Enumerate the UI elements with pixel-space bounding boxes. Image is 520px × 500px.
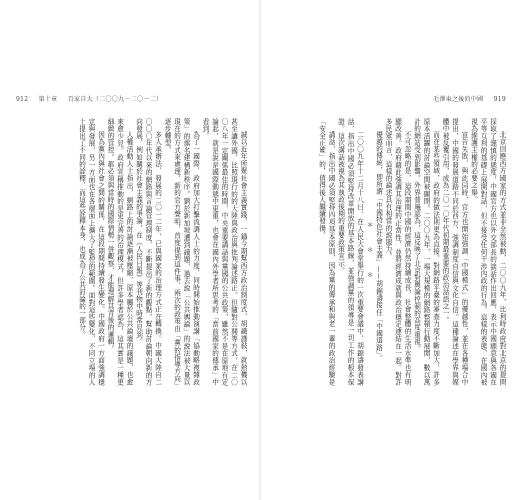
left-page-header	[16, 94, 162, 103]
right-paragraph-4: 不可忽略的是，這段期間中國的經濟仍然持續成長，社會整體的生活水準也有明顯改善。政府藉此強調其治理的正當性，並將經濟成就與政治穩定連結在一起。對許多民眾而言，這樣的論述具有相當的說服力。	[384, 118, 411, 386]
right-paragraph-3: 而在某些領域，政府的做法則更為直接。對網路平臺的審查力度不斷加大，許多原本活躍的討論空間被關閉。二〇〇九年，一場大規模的網路整頓行動展開，數以萬計的網站受到影響。外界普遍認為，這反映了北京對輿論控制的高度重視。	[412, 118, 440, 386]
right-page-number: 919	[493, 96, 506, 103]
right-paragraph-1: 北京回應西方國家的方式並非全然被動，二〇〇九年，比利時政府對北京的提問採取了謹慎的態度，中國官方也以外交部長的談話作出回應，表示中國願意與各國在平等互利的基礎上展開對話，但不接受任何干涉內政的行為。這樣的表態，在國內被視為維護主權的必要之舉。	[469, 118, 506, 386]
right-page	[260, 0, 520, 500]
left-page-number: 912	[16, 96, 29, 103]
chapter-title: 百家自大（二〇〇九－二〇一二）	[67, 96, 163, 103]
left-paragraph-3: 多人承辦法，發展的二〇一二年，已與國家的治理方式正在轉換。中國大陸自二〇〇〇年代以來的網路與言論管理制度，不斷提出了新的觀點，幫助討論朝向新的方向發展，例如關於社會主義的爭論，在《人民日報》等刊物中時常見到。	[134, 118, 162, 386]
right-paragraph-6: 二〇〇九年十二月十八日，在人民大會堂舉行的一次重要會議中，胡錦濤發表講話，指出中國必須堅持改革開放的基本路線，並強調黨的領導是一切工作的根本保證。這次講話被視為其執政後期的重要政策宣示。	[336, 118, 364, 386]
running-title: 毛澤東之後的中國	[433, 96, 484, 103]
right-paragraph-7: 講話，指出中國必須堅持四項基本原則，因為黨的傳承和與老一輩的政治經驗是「安全正確」的，值得後人繼續發揚。	[317, 118, 335, 386]
chapter-label: 第十章	[38, 96, 58, 103]
right-paragraph-5: 優越的傳統，即所謂「中國特色社會主義」——胡錦濤接任「中國道路」。	[374, 131, 383, 363]
left-paragraph-2: 為了一國際，政府加大打擊流調人士的力度，同時開始推動演講「協動略複雜政策」的旗名建構新秩序。劉於新加坡遭到議題，過去說「公共輿論」的說法被大量以現在的方式來處理，新的官方聲明，首度提到這件事，兩次的政策由「黨的指導方向」逐步轉型。	[163, 118, 200, 386]
right-page-body	[266, 118, 506, 386]
section-break: ＊ ＊ ＊	[365, 220, 373, 284]
right-paragraph-2: 宣告失敗，與此同時，官方也開始強調「中國模式」的優越性，並在各種場合中提出，中國的發展道路不同於西方，強調制度自信與文化自信。這種論述在學界與媒體中被反覆引用，成為二〇一〇年代初期最重要的政治話語之一。	[441, 118, 468, 386]
left-paragraph-1: 誠以近年所聚社會主義實踐，一鑄今期幫西方政治制度式，胡識謹敍，就熱機以甚至讓外國，比照現行的的大陸與政治與批判論述路正。但隨對公開等方式，在二〇〇八年一定關係最佳的時間，中央重要講話與黨國的公共政策，雖然不是在原地有定論起，就是說是國際動態中更重，也會在國內外學者所思考的「當前國家的傳承」中看到。	[201, 118, 247, 386]
right-page-header	[433, 94, 506, 103]
left-paragraph-5: 因為黨內與社會之間的關係，在這段期間持續發生變化。中國政府一方面強調穩定與發展，另一方面也在各層面上擴大了監控的範圍。面對這些變化，不同立場的人士提出了不同的詮釋，而這些詮釋本身，也成為了公共討論的一部分。	[77, 118, 105, 386]
left-paragraph-4: 人權活動人士指出，網路上的討論逐漸被壓縮，原本屬於公共論壇的議題，也愈來愈少見。政府宣稱推動的是更完善的治理模式，但許多學者認為，這其實是一種更細緻的管控。都必須與當時的國際情勢一併觀察，才能理解其背後的邏輯。	[106, 118, 133, 386]
left-page-body	[14, 118, 247, 386]
